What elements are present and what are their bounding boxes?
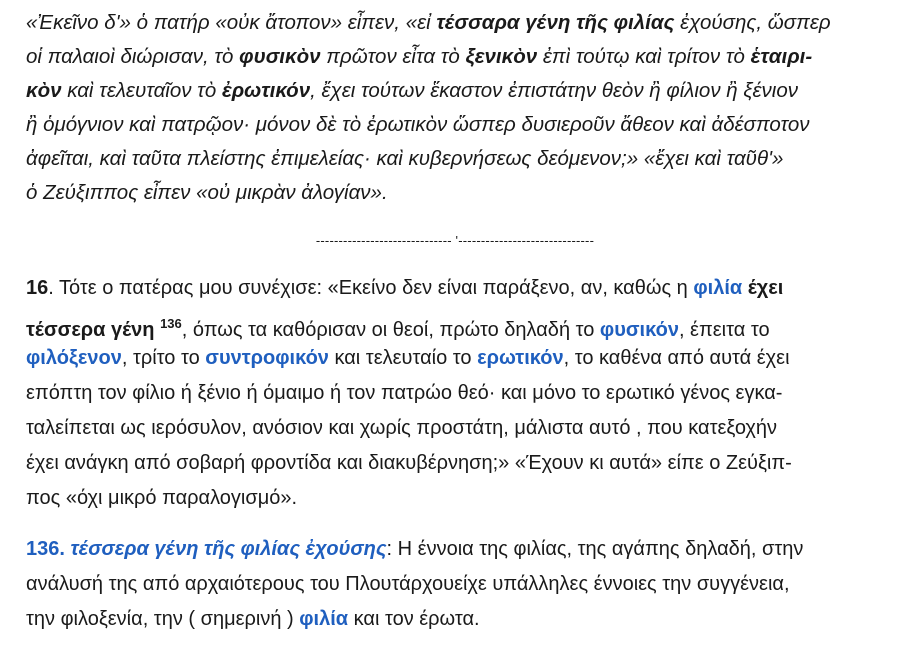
text-run: και τελευταίο το	[328, 347, 478, 369]
text-line	[26, 74, 884, 108]
highlighted-term: φιλία	[299, 608, 349, 630]
text-run: , το καθένα από αυτά έχει	[563, 347, 790, 369]
highlighted-term: φυσικόν	[599, 319, 679, 341]
highlighted-term: συντροφικόν	[205, 347, 329, 369]
bold-term: κὸν	[26, 79, 62, 102]
text-line	[26, 341, 884, 376]
document-page	[26, 6, 884, 637]
footnote-number: 136.	[26, 538, 65, 560]
bold-term: έχει	[747, 277, 784, 299]
text-line	[26, 306, 884, 341]
text-run: οἱ παλαιοὶ διώρισαν, τὸ	[26, 45, 240, 68]
text-run: , όπως τα καθόρισαν οι θεοί, πρώτο δηλαδή το	[181, 319, 600, 341]
footnote-ref: 136	[160, 316, 182, 331]
text-line: ταλείπεται ως ιερόσυλον, ανόσιον και χωρίς προστάτη, μάλιστα αυτό , που κατεξοχήν	[26, 417, 778, 439]
translation-paragraph-16	[26, 271, 884, 516]
text-run: την φιλοξενία, την ( σημερινή )	[26, 608, 300, 630]
text-line: ἀφεῖται, καὶ ταῦτα πλείστης ἐπιμελείας· καὶ κυβερνήσεως δεόμενον;» «ἔχει καὶ ταῦθ'»	[26, 147, 784, 170]
text-line: ἢ ὁμόγνιον καὶ πατρῷον· μόνον δὲ τὸ ἐρωτικὸν ὥσπερ δυσιεροῦν ἄθεον καὶ ἀδέσποτον	[26, 113, 810, 136]
text-line	[26, 6, 884, 40]
text-line	[26, 602, 884, 637]
text-run: ἐπὶ τούτῳ καὶ τρίτον τὸ	[537, 45, 751, 68]
bold-term: ἐρωτικόν	[221, 79, 311, 102]
bold-term: τέσσερα γένη	[26, 319, 161, 341]
bold-term: τέσσαρα γένη τῆς φιλίας	[436, 11, 675, 34]
bold-term: ἑταιρι-	[750, 45, 813, 68]
highlighted-term: τέσσερα γένη τῆς φιλίας ἐχούσης	[70, 538, 387, 560]
text-run: , έπειτα το	[678, 319, 770, 341]
bold-term: ξενικὸν	[465, 45, 538, 68]
highlighted-term: φιλόξενον	[26, 347, 122, 369]
highlighted-term: φιλία	[693, 277, 743, 299]
text-line: ὁ Ζεύξιππος εἶπεν «οὐ μικρὰν ἀλογίαν».	[26, 181, 388, 204]
footnote-136	[26, 532, 884, 637]
ancient-greek-paragraph	[26, 6, 884, 210]
highlighted-term: ερωτικόν	[477, 347, 564, 369]
text-run: και τον έρωτα.	[348, 608, 480, 630]
text-run: καὶ τελευταῖον τὸ	[61, 79, 222, 102]
paragraph-number: 16	[26, 277, 49, 299]
text-line: πος «όχι μικρό παραλογισμό».	[26, 487, 298, 509]
text-run: , τρίτο το	[121, 347, 206, 369]
text-line: επόπτη τον φίλιο ή ξένιο ή όμαιμο ή τον πατρώο θεό· και μόνο το ερωτικό γένος εγκα-	[26, 382, 783, 404]
text-run: : Η έννοια της φιλίας, της αγάπης δηλαδή, στην	[386, 538, 804, 560]
text-run: , ἔχει τούτων ἕκαστον ἐπιστάτην θεὸν ἢ φίλιον ἢ ξένιον	[310, 79, 798, 102]
text-line: έχει ανάγκη από σοβαρή φροντίδα και διακυβέρνηση;» «Έχουν κι αυτά» είπε ο Ζεύξιπ-	[26, 452, 792, 474]
section-separator: ------------------------------ '------------------------------	[315, 233, 595, 248]
text-run: «Ἐκεῖνο δ'» ὁ πατήρ «οὐκ ἄτοπον» εἶπεν, «εἰ	[26, 11, 437, 34]
text-line: ανάλυσή της από αρχαιότερους του Πλουτάρχουείχε υπάλληλες έννοιες την συγγένεια,	[26, 573, 790, 595]
text-line	[26, 271, 884, 306]
text-line	[26, 40, 884, 74]
text-line	[26, 532, 884, 567]
text-run: . Τότε ο πατέρας μου συνέχισε: «Εκείνο δεν είναι παράξενο, αν, καθώς η	[48, 277, 694, 299]
text-run: πρῶτον εἶτα τὸ	[320, 45, 466, 68]
text-run: ἐχούσης, ὥσπερ	[674, 11, 831, 34]
bold-term: φυσικὸν	[239, 45, 321, 68]
